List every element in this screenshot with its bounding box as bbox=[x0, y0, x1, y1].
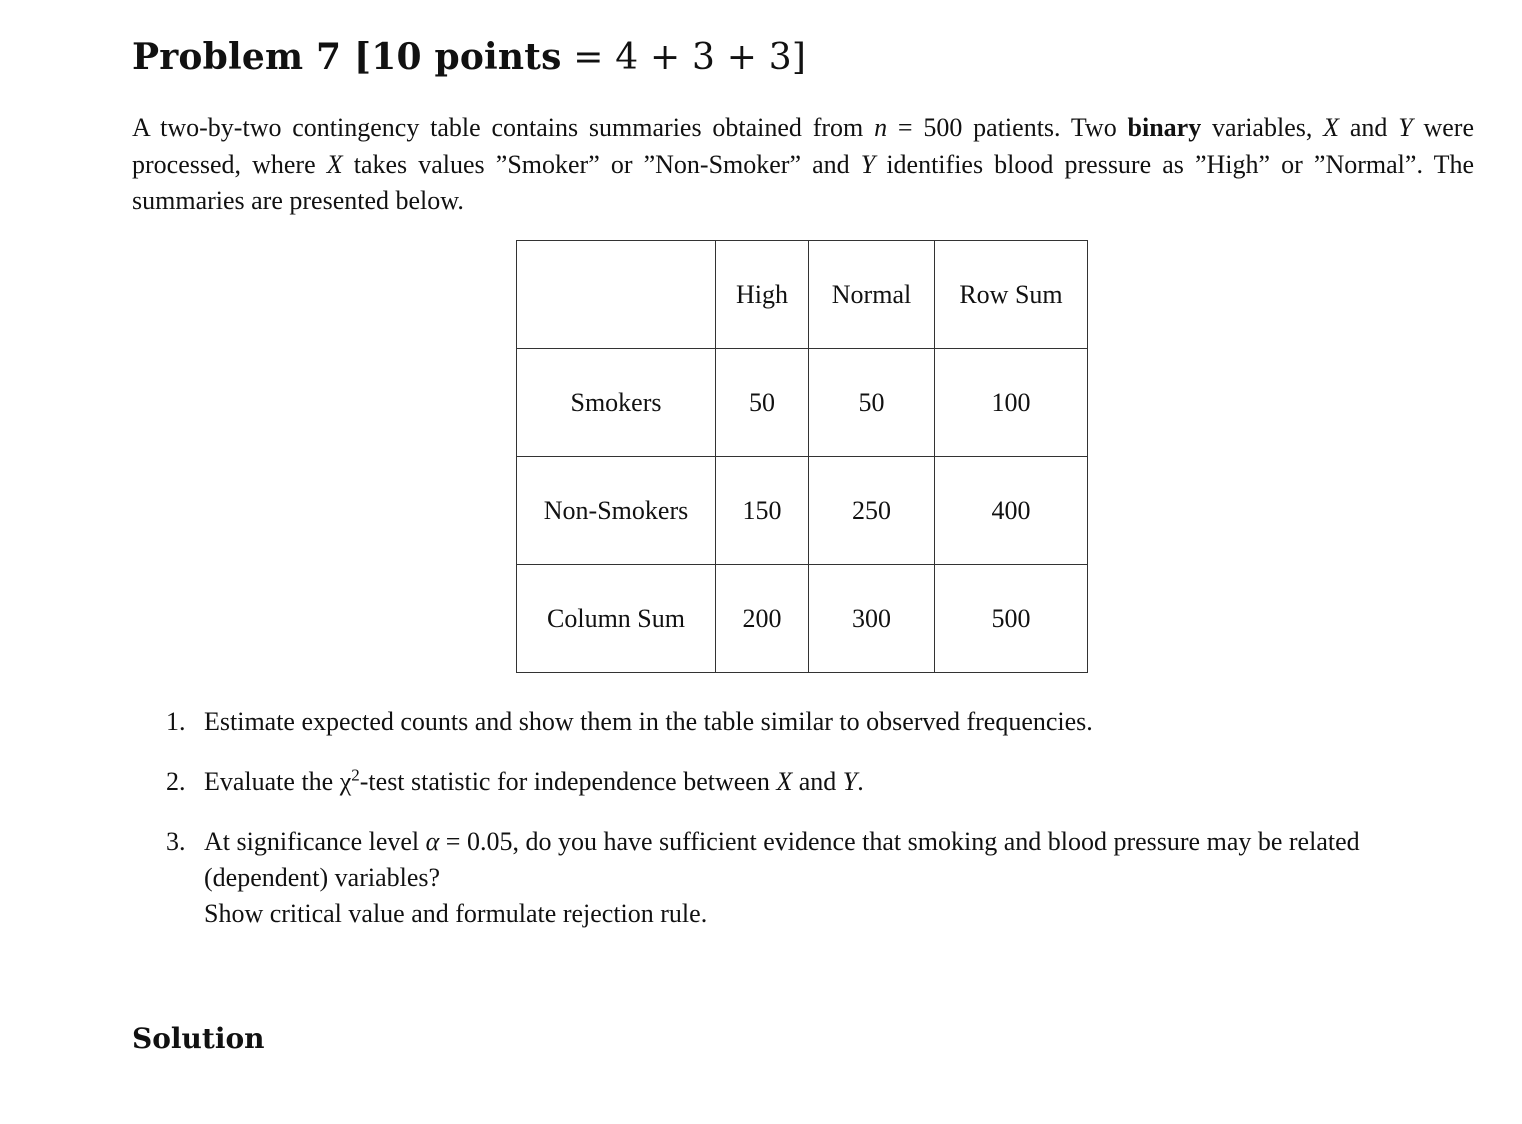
intro-x-variable-2: X bbox=[326, 149, 343, 179]
table-cell: 200 bbox=[716, 565, 809, 673]
intro-text-3: variables, bbox=[1201, 113, 1324, 142]
intro-text-5: were processed, where bbox=[132, 113, 1475, 179]
table-row bbox=[517, 565, 1088, 673]
list-item bbox=[166, 764, 1474, 800]
problem-title-main: Problem 7 [10 points bbox=[132, 36, 562, 78]
list-item-text: = 0.05, do you have sufficient evidence that smoking and blood pressure may be related (dependent) variables? bbox=[204, 827, 1360, 892]
list-item-number: 1. bbox=[166, 707, 186, 736]
x-variable: X bbox=[776, 767, 793, 796]
row-label: Non-Smokers bbox=[517, 457, 716, 565]
list-item-text: Evaluate the χ bbox=[204, 767, 352, 796]
table-cell: 300 bbox=[809, 565, 935, 673]
list-item-text: . bbox=[857, 767, 864, 796]
table-cell: 400 bbox=[935, 457, 1088, 565]
intro-bold-binary: binary bbox=[1127, 113, 1202, 142]
table-header-cell bbox=[517, 241, 716, 349]
list-item-text: and bbox=[792, 767, 843, 796]
list-item-number: 2. bbox=[166, 767, 186, 796]
intro-y-variable-2: Y bbox=[860, 149, 876, 179]
contingency-table bbox=[516, 240, 1088, 673]
table-cell: 500 bbox=[935, 565, 1088, 673]
chi-squared-exponent: 2 bbox=[351, 765, 360, 785]
y-variable: Y bbox=[842, 767, 858, 796]
table-header-cell: Normal bbox=[809, 241, 935, 349]
intro-x-variable: X bbox=[1323, 113, 1340, 142]
list-item-text: -test statistic for independence between bbox=[359, 767, 777, 796]
list-item-number: 3. bbox=[166, 827, 186, 856]
intro-y-variable: Y bbox=[1398, 113, 1413, 142]
intro-text-4: and bbox=[1339, 113, 1399, 142]
table-row bbox=[517, 349, 1088, 457]
intro-n-variable: n bbox=[874, 113, 888, 142]
problem-title-points: = 4 + 3 + 3] bbox=[561, 37, 807, 78]
row-label: Column Sum bbox=[517, 565, 716, 673]
table-cell: 100 bbox=[935, 349, 1088, 457]
table-row bbox=[517, 457, 1088, 565]
table-cell: 150 bbox=[716, 457, 809, 565]
intro-text-7: identifies blood pressure as ”High” or ”Normal”. The summaries are presented below. bbox=[132, 149, 1474, 215]
table-cell: 250 bbox=[809, 457, 935, 565]
table-header-cell: Row Sum bbox=[935, 241, 1088, 349]
list-item bbox=[166, 824, 1474, 932]
list-item bbox=[166, 704, 1474, 740]
intro-text-1: A two-by-two contingency table contains summaries obtained from bbox=[132, 113, 875, 142]
intro-text-2: = 500 patients. Two bbox=[887, 113, 1128, 142]
table-cell: 50 bbox=[716, 349, 809, 457]
alpha-symbol: α bbox=[425, 827, 440, 856]
table-cell: 50 bbox=[809, 349, 935, 457]
table-header-row bbox=[517, 241, 1088, 349]
task-list bbox=[166, 704, 1474, 956]
problem-title bbox=[132, 36, 806, 78]
table-header-cell: High bbox=[716, 241, 809, 349]
row-label: Smokers bbox=[517, 349, 716, 457]
problem-intro bbox=[132, 110, 1474, 220]
intro-text-6: takes values ”Smoker” or ”Non-Smoker” and bbox=[342, 149, 861, 179]
solution-heading: Solution bbox=[132, 1022, 265, 1055]
list-item-text: Estimate expected counts and show them in the table similar to observed frequencies. bbox=[204, 707, 1093, 736]
list-item-text: Show critical value and formulate rejection rule. bbox=[204, 899, 708, 928]
list-item-text: At significance level bbox=[204, 827, 426, 856]
